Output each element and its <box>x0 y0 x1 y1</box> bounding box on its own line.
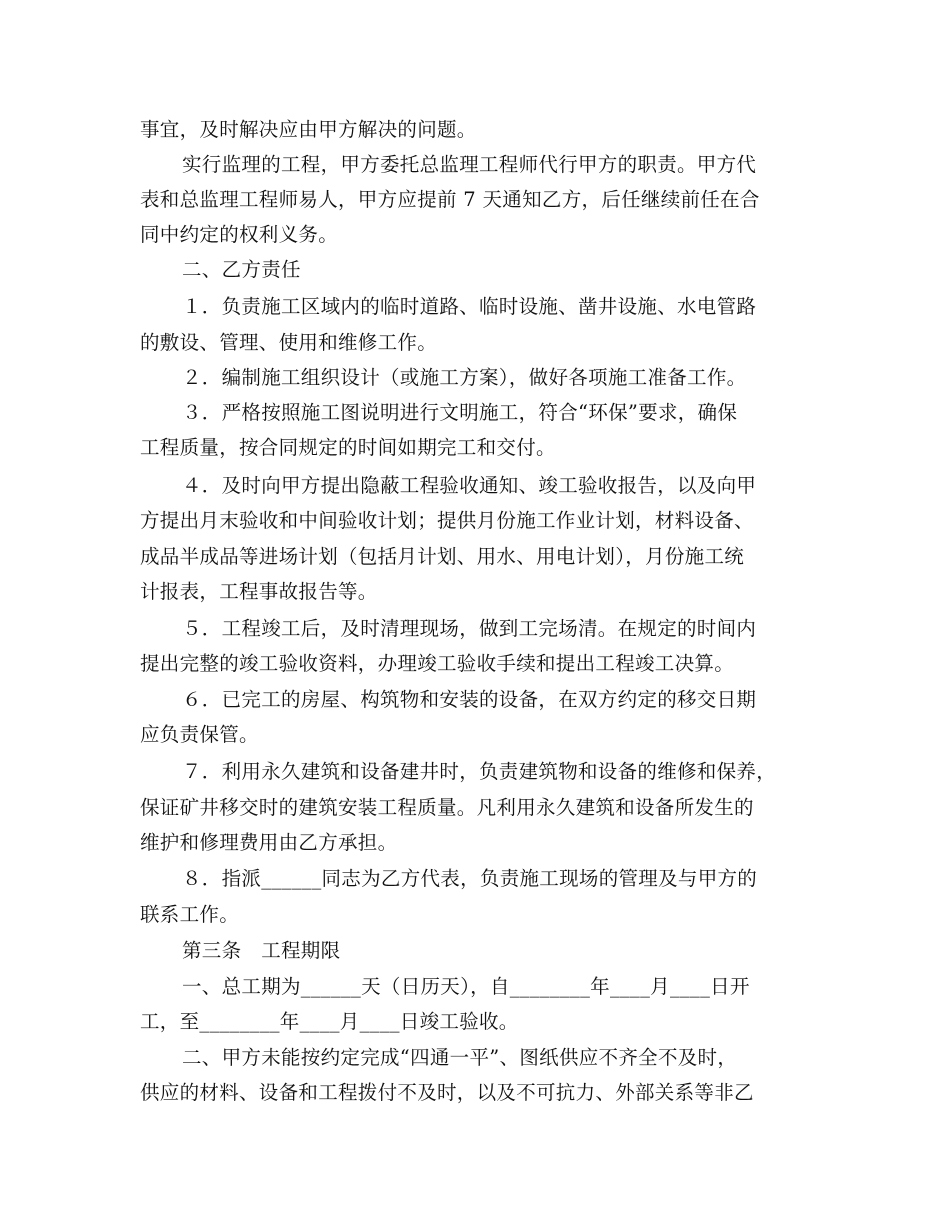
text-line: 保证矿井移交时的建筑安装工程质量。凡利用永久建筑和设备所发生的 <box>140 796 754 819</box>
list-item-line: ８．指派______同志为乙方代表，负责施工现场的管理及与甲方的 <box>182 867 758 890</box>
text-line: 应负责保管。 <box>140 723 259 746</box>
list-item-line: ２．编制施工组织设计（或施工方案），做好各项施工准备工作。 <box>182 366 747 389</box>
text-line: 联系工作。 <box>140 903 240 926</box>
text-line: 工，至________年____月____日竣工验收。 <box>140 1010 519 1033</box>
text-line: 供应的材料、设备和工程拨付不及时，以及不可抗力、外部关系等非乙 <box>140 1081 754 1104</box>
text-line: 表和总监理工程师易人，甲方应提前 7 天通知乙方，后任继续前任在合 <box>140 188 760 211</box>
list-item-line: １．负责施工区域内的临时道路、临时设施、凿井设施、水电管路 <box>182 295 757 318</box>
text-line: 维护和修理费用由乙方承担。 <box>140 831 398 854</box>
list-item-line: ４．及时向甲方提出隐蔽工程验收通知、竣工验收报告，以及向甲 <box>182 474 757 497</box>
section-heading: 二、乙方责任 <box>182 258 301 281</box>
text-line: 的敷设、管理、使用和维修工作。 <box>140 331 438 354</box>
text-line: 方提出月末验收和中间验收计划；提供月份施工作业计划，材料设备、 <box>140 509 754 532</box>
list-item-line: ５．工程竣工后，及时清理现场，做到工完场清。在规定的时间内 <box>182 617 757 640</box>
list-item-line: ７．利用永久建筑和设备建井时，负责建筑物和设备的维修和保养， <box>182 760 777 783</box>
text-line: 提出完整的竣工验收资料，办理竣工验收手续和提出工程竣工决算。 <box>140 652 735 675</box>
paragraph-line: 一、总工期为______天（日历天），自________年____月____日开 <box>182 975 750 998</box>
text-line: 同中约定的权利义务。 <box>140 223 339 246</box>
paragraph-line: 二、甲方未能按约定完成“四通一平”、图纸供应不齐全不及时， <box>182 1046 738 1069</box>
text-line: 计报表，工程事故报告等。 <box>140 580 378 603</box>
text-line: 工程质量，按合同规定的时间如期完工和交付。 <box>140 436 556 459</box>
list-item-line: ３．严格按照施工图说明进行文明施工，符合“环保”要求，确保 <box>182 401 738 424</box>
paragraph-line: 实行监理的工程，甲方委托总监理工程师代行甲方的职责。甲方代 <box>182 153 757 176</box>
text-line: 成品半成品等进场计划（包括月计划、用水、用电计划），月份施工统 <box>140 545 745 568</box>
list-item-line: ６．已完工的房屋、构筑物和安装的设备，在双方约定的移交日期 <box>182 688 757 711</box>
article-heading: 第三条 工程期限 <box>182 939 341 962</box>
text-line: 事宜，及时解决应由甲方解决的问题。 <box>140 118 477 141</box>
